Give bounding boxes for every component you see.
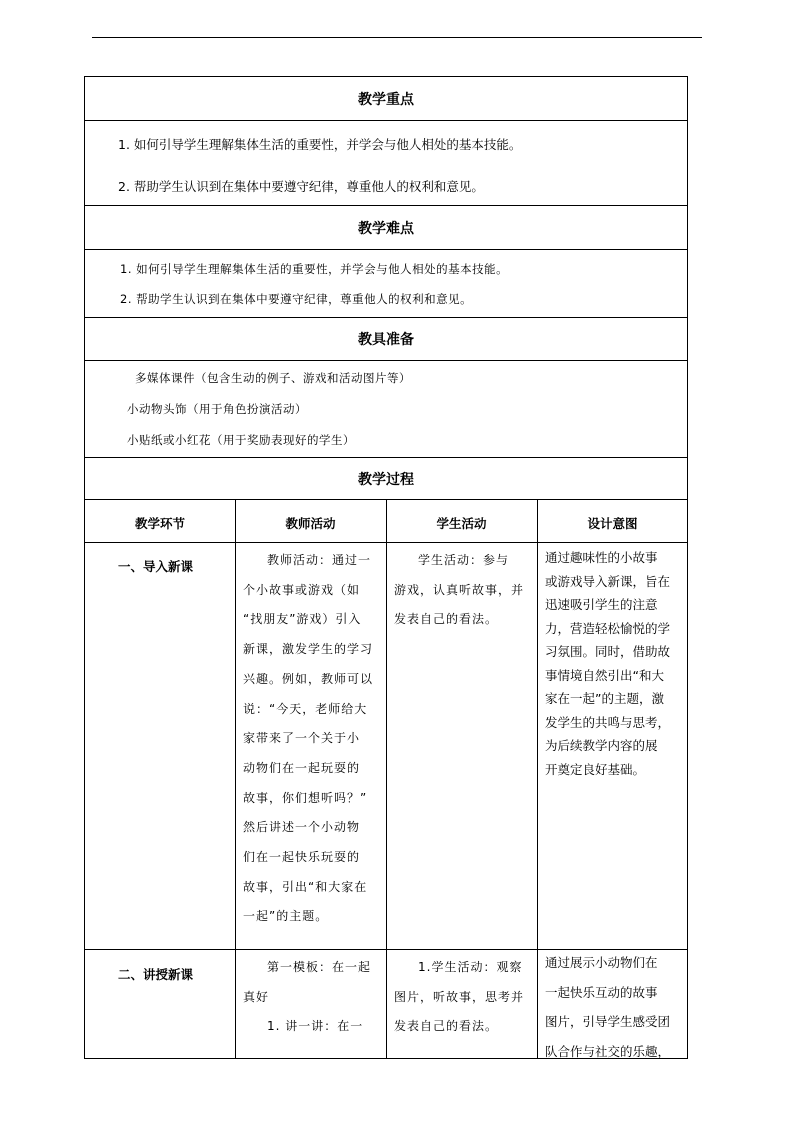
key-points-title: 教学重点 — [358, 92, 414, 108]
material-3: 小贴纸或小红花（用于奖励表现好的学生） — [127, 433, 355, 447]
text-line: “找朋友”游戏）引入 — [243, 612, 362, 627]
divider — [85, 542, 687, 543]
text-line: 真好 — [243, 989, 270, 1004]
key-point-2: 2. 帮助学生认识到在集体中要遵守纪律，尊重他人的权利和意见。 — [118, 179, 484, 194]
material-2: 小动物头饰（用于角色扮演活动） — [127, 402, 307, 416]
text-line: 兴趣。例如，教师可以 — [243, 671, 374, 686]
divider — [85, 249, 687, 250]
teacher-activity-new-lesson — [243, 953, 383, 1042]
text-line: 一起快乐互动的故事 — [545, 984, 658, 1000]
column-divider — [537, 500, 538, 1058]
text-line: 故事，引出“和大家在 — [243, 879, 368, 894]
text-line: 通过趣味性的小故事 — [545, 550, 658, 565]
difficulty-1: 1. 如何引导学生理解集体生活的重要性，并学会与他人相处的基本技能。 — [120, 262, 509, 276]
text-line: 力，营造轻松愉悦的学 — [545, 620, 671, 636]
page-header-rule — [92, 37, 702, 38]
text-line: 通过展示小动物们在 — [545, 955, 658, 970]
text-line: 队合作与社交的乐趣， — [545, 1043, 671, 1059]
text-line: 家带来了一个关于小 — [243, 731, 361, 746]
column-divider — [386, 500, 387, 1058]
lesson-plan-table — [84, 76, 688, 1059]
text-line: 第一模板：在一起 — [267, 960, 372, 974]
text-line: 1. 讲一讲：在一 — [267, 1019, 364, 1034]
design-intent-new-lesson — [545, 948, 685, 1066]
text-line: 图片，引导学生感受团 — [545, 1014, 671, 1029]
difficulty-2: 2. 帮助学生认识到在集体中要遵守纪律，尊重他人的权利和意见。 — [120, 292, 473, 306]
text-line: 学生活动：参与 — [418, 553, 510, 567]
text-line: 发表自己的看法。 — [394, 1019, 499, 1034]
student-activity-new-lesson — [394, 953, 534, 1042]
process-grid — [85, 500, 687, 1058]
key-point-1: 1. 如何引导学生理解集体生活的重要性，并学会与他人相处的基本技能。 — [118, 137, 522, 152]
text-line: 家在一起”的主题，激 — [545, 691, 664, 706]
text-line: 为后续教学内容的展 — [545, 738, 658, 753]
divider — [85, 120, 687, 121]
text-line: 新课，激发学生的学习 — [243, 642, 374, 657]
text-line: 迅速吸引学生的注意 — [545, 597, 658, 612]
text-line: 教师活动：通过一 — [267, 553, 372, 567]
text-line: 动物们在一起玩耍的 — [243, 760, 361, 775]
column-header-stage: 教学环节 — [134, 516, 185, 531]
text-line: 发表自己的看法。 — [394, 612, 499, 627]
materials-title: 教具准备 — [358, 332, 414, 348]
stage-intro: 一、导入新课 — [118, 559, 194, 574]
column-header-teacher: 教师活动 — [285, 516, 336, 531]
text-line: 或游戏导入新课，旨在 — [545, 573, 671, 589]
teacher-activity-intro — [243, 546, 383, 932]
divider — [85, 360, 687, 361]
difficulties-title: 教学难点 — [358, 220, 414, 237]
text-line: 们在一起快乐玩耍的 — [243, 850, 361, 865]
text-line: 说：“今天，老师给大 — [243, 701, 368, 716]
text-line: 1.学生活动：观察 — [418, 960, 523, 974]
column-header-student: 学生活动 — [436, 516, 487, 531]
text-line: 然后讲述一个小动物 — [243, 820, 361, 835]
text-line: 一起”的主题。 — [243, 909, 329, 924]
student-activity-intro — [394, 546, 534, 635]
column-header-intent: 设计意图 — [587, 516, 638, 531]
text-line: 发学生的共鸣与思考， — [545, 714, 671, 730]
design-intent-intro — [545, 546, 685, 781]
stage-new-lesson: 二、讲授新课 — [118, 967, 194, 982]
text-line: 习氛围。同时，借助故 — [545, 644, 671, 659]
material-1: 多媒体课件（包含生动的例子、游戏和活动图片等） — [135, 371, 411, 385]
process-title: 教学过程 — [358, 472, 414, 488]
text-line: 开奠定良好基础。 — [545, 761, 646, 777]
column-divider — [235, 500, 236, 1058]
text-line: 个小故事或游戏（如 — [243, 582, 361, 597]
text-line: 游戏，认真听故事，并 — [394, 582, 525, 597]
text-line: 图片，听故事，思考并 — [394, 989, 525, 1004]
text-line: 故事，你们想听吗？” — [243, 790, 368, 805]
text-line: 事情境自然引出“和大 — [545, 667, 664, 683]
